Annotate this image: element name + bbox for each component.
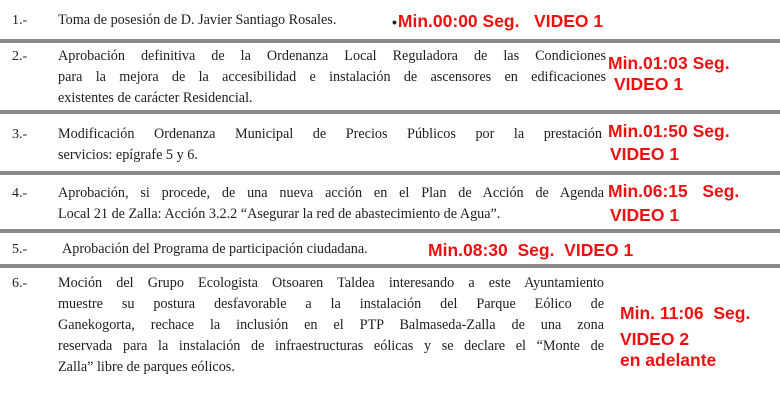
item-timestamp <box>608 181 739 226</box>
item-number: 2.- <box>12 49 28 64</box>
item-number: 6.- <box>12 276 28 291</box>
item-text-line: Zalla” libre de parques eólicos. <box>58 359 235 375</box>
item-text-line: Moción del Grupo Ecologista Otsoaren Taldea interesando a este Ayuntamiento <box>58 275 604 291</box>
item-number: 5.- <box>12 242 28 257</box>
item-timestamp <box>620 303 750 371</box>
timestamp-line: VIDEO 1 <box>614 74 684 94</box>
item-number: 1.- <box>12 13 28 28</box>
item-text-line: Local 21 de Zalla: Acción 3.2.2 “Asegurar la red de abastecimiento de Agua”. <box>58 206 501 222</box>
item-timestamp <box>608 121 730 165</box>
item-text <box>58 46 606 109</box>
item-text-line: Aprobación del Programa de participación ciudadana. <box>62 241 368 257</box>
item-text <box>62 239 422 260</box>
item-text-line: reservada para la instalación de infraestructuras eólicas y se declare el “Monte de <box>58 338 604 354</box>
timestamp-line: Min.01:03 Seg. <box>608 53 730 73</box>
timestamp-line: VIDEO 1 <box>610 144 680 164</box>
item-number: 4.- <box>12 186 28 201</box>
item-text <box>58 124 602 166</box>
item-text-line: para la mejora de la accesibilidad e instalación de ascensores en edificaciones <box>58 69 606 85</box>
item-text-line: Aprobación definitiva de la Ordenanza Local Reguladora de las Condiciones <box>58 48 606 64</box>
divider <box>0 110 780 114</box>
bullet-dot: • <box>392 14 397 30</box>
item-number: 3.- <box>12 127 28 142</box>
divider <box>0 171 780 175</box>
timestamp-line: en adelante <box>620 350 717 370</box>
timestamp-line: Min. 11:06 Seg. <box>620 303 751 323</box>
divider <box>0 229 780 233</box>
timestamp-line: Min.08:30 Seg. VIDEO 1 <box>428 240 634 260</box>
item-text <box>58 183 604 225</box>
item-text-line: existentes de carácter Residencial. <box>58 90 253 106</box>
timestamp-line: Min.01:50 Seg. <box>608 121 730 141</box>
item-text-line: Aprobación, si procede, de una nueva acción en el Plan de Acción de Agenda <box>58 185 604 201</box>
item-timestamp <box>428 240 633 261</box>
item-text-line: Ganekogorta, rechace la inclusión en el PTP Balmaseda-Zalla de una zona <box>58 317 604 333</box>
timestamp-line: VIDEO 1 <box>610 205 680 225</box>
timestamp-line: Min.00:00 Seg. VIDEO 1 <box>397 11 604 31</box>
item-timestamp <box>392 11 603 33</box>
timestamp-line: Min.06:15 Seg. <box>608 181 740 201</box>
item-text <box>58 10 398 31</box>
item-text-line: Modificación Ordenanza Municipal de Precios Públicos por la prestación <box>58 126 602 142</box>
item-timestamp <box>608 53 730 95</box>
timestamp-line: VIDEO 2 <box>620 329 690 349</box>
item-text-line: Toma de posesión de D. Javier Santiago Rosales. <box>58 12 337 28</box>
item-text-line: servicios: epígrafe 5 y 6. <box>58 147 198 163</box>
item-text <box>58 273 604 378</box>
item-text-line: muestre su postura desfavorable a la instalación del Parque Eólico de <box>58 296 604 312</box>
divider <box>0 39 780 43</box>
divider <box>0 264 780 268</box>
